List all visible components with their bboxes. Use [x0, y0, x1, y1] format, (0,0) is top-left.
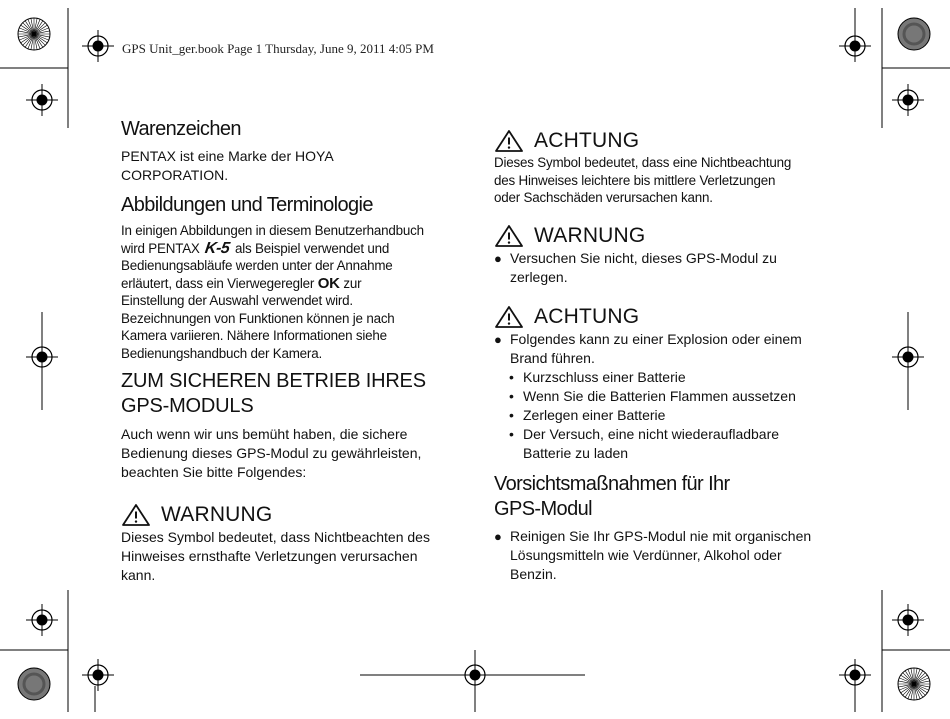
terminology-heading: Abbildungen und Terminologie	[121, 194, 373, 216]
caution-sub-item: • Kurzschluss einer Batterie	[509, 368, 686, 385]
caution-sub-item: • Der Versuch, eine nicht wiederaufladbare Batterie zu laden	[509, 425, 780, 461]
right-column	[494, 128, 844, 584]
trademark-heading: Warenzeichen	[121, 118, 241, 140]
precautions-bullet: ● Reinigen Sie Ihr GPS-Modul nie mit organischen Lösungsmitteln wie Verdünner, Alkohol oder Benzin.	[494, 527, 812, 582]
trademark-text: PENTAX ist eine Marke der HOYA CORPORATION.	[121, 148, 334, 183]
left-column	[121, 117, 466, 585]
precautions-heading: Vorsichtsmaßnahmen für Ihr GPS-Modul	[494, 472, 730, 520]
caution-sub-item: • Zerlegen einer Batterie	[509, 406, 666, 423]
warning-definition-heading: WARNUNG	[121, 502, 466, 528]
warning-bullet: ● Versuchen Sie nicht, dieses GPS-Modul zu zerlegen.	[494, 249, 777, 285]
warning-definition-text: Dieses Symbol bedeutet, dass Nichtbeachten des Hinweises ernsthafte Verletzungen verursachen kann.	[121, 529, 430, 583]
k5-model-logo: K-5	[204, 239, 231, 257]
caution-sub-item: • Wenn Sie die Batterien Flammen aussetzen	[509, 387, 796, 404]
warning-triangle-icon	[494, 224, 524, 248]
print-header: GPS Unit_ger.book Page 1 Thursday, June 9, 2011 4:05 PM	[122, 41, 434, 56]
caution-bullet: ● Folgendes kann zu einer Explosion oder einem Brand führen.	[494, 330, 802, 366]
terminology-text: In einigen Abbildungen in diesem Benutzerhandbuch wird PENTAX K-5 als Beispiel verwendet und Bedienungsabläufe werden unter der Annahme erläutert, dass ein Vierwegeregler OK zur Einstellung der Auswahl verwendet wird. Bezeichnungen von Funktionen können je nach Kamera variieren. Nähere Informationen siehe Bedienungshandbuch der Kamera.	[121, 223, 424, 361]
safety-intro-text: Auch wenn wir uns bemüht haben, die sichere Bedienung dieses GPS-Modul zu gewährleisten, beachten Sie bitte Folgendes:	[121, 426, 422, 480]
caution-triangle-icon	[494, 129, 524, 153]
safety-heading: ZUM SICHEREN BETRIEB IHRES GPS-MODULS	[121, 370, 426, 417]
caution-heading: ACHTUNG	[494, 304, 844, 330]
caution-definition-heading: ACHTUNG	[494, 128, 844, 154]
ok-button-symbol: OK	[317, 274, 340, 292]
caution-triangle-icon	[494, 305, 524, 329]
bullet-marker: ●	[494, 250, 502, 266]
warning-triangle-icon	[121, 503, 151, 527]
bullet-marker: ●	[494, 528, 502, 544]
warning-heading: WARNUNG	[494, 223, 844, 249]
bullet-marker: ●	[494, 331, 502, 347]
caution-definition-text: Dieses Symbol bedeutet, dass eine Nichtbeachtung des Hinweises leichtere bis mittlere Verletzungen oder Sachschäden verursachen kann.	[494, 155, 792, 205]
